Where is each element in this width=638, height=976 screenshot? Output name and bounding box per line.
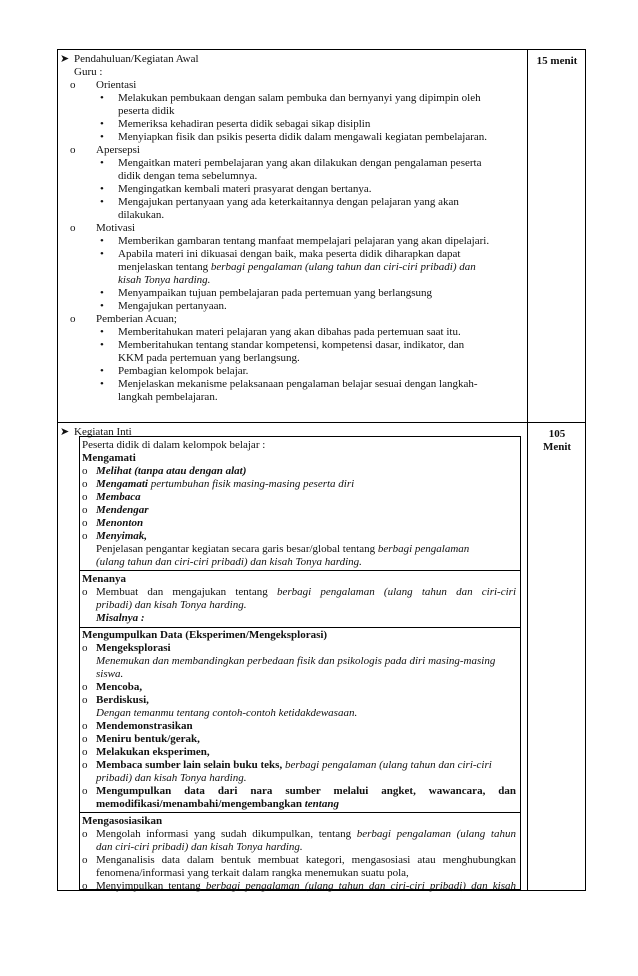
box-divider [79, 570, 521, 571]
list-item: • Menjelaskan mekanisme pelaksanaan pengalaman belajar sesuai dengan langkah- [100, 378, 478, 390]
acuan-title: Pemberian Acuan; [96, 313, 177, 325]
list-item: • Menyiapkan fisik dan psikis peserta didik dalam mengawali kegiatan pembelajaran. [100, 131, 487, 143]
box-divider [79, 627, 521, 628]
list-item-cont: didik dengan tema sebelumnya. [118, 170, 258, 182]
list-item: • Memberikan gambaran tentang manfaat mempelajari pelajaran yang akan dipelajari. [100, 235, 490, 247]
intro-text: Peserta didik di dalam kelompok belajar : [82, 439, 266, 451]
duration-pendahuluan: 15 menit [536, 55, 578, 67]
list-item-cont: kisah Tonya harding. [118, 274, 211, 286]
list-item-cont: menjelaskan tentang berbagi pengalaman (ulang tahun dan ciri-ciri pribadi) dan [118, 261, 476, 273]
column-divider [527, 49, 528, 891]
list-item: • Mengaitkan materi pembelajaran yang akan dilakukan dengan pengalaman peserta [100, 157, 482, 169]
arrow-bullet-icon: ➤ [60, 53, 70, 65]
list-item: • Pembagian kelompok belajar. [100, 365, 249, 377]
list-item-cont: peserta didik [118, 105, 175, 117]
apersepsi-title: Apersepsi [96, 144, 140, 156]
list-item: • Mengajukan pertanyaan yang ada keterkaitannya dengan pelajaran yang akan [100, 196, 459, 208]
menanya-title: Menanya [82, 573, 126, 585]
orientasi-title: Orientasi [96, 79, 137, 91]
pendahuluan-section [60, 53, 520, 404]
list-item: • Memberitahukan tentang standar kompetensi, kompetensi dasar, indikator, dan [100, 339, 465, 351]
list-item-cont: KKM pada pertemuan yang berlangsung. [118, 352, 300, 364]
list-item: • Menyampaikan tujuan pembelajaran pada pertemuan yang berlangsung [100, 287, 432, 299]
list-item: • Apabila materi ini dikuasai dengan baik, maka peserta didik diharapkan dapat [100, 248, 461, 260]
list-item: • Mengajukan pertanyaan. [100, 300, 227, 312]
mengumpulkan-block: Mengumpulkan Data (Eksperimen/Mengeksplorasi) o Mengeksplorasi Menemukan dan membandingkan perbedaan fisik dan psikologis pada diri masing-masing siswa. o Mencoba, o Berdiskusi, Dengan temanmu tentang contoh-contoh ketidakdewasaan. o Mendemonstrasikan o Meniru bentuk/gerak, o Melakukan eksperimen, o Membaca sumber lain selain buku teks, berbagi pengalaman (ulang tahun dan ciri-ciri pribadi) dan kisah Tonya harding. o Mengumpulkan data dari nara sumber melalui angket, wawancara, dan memodifikasi/menambahi/mengembangkan tentang [82, 629, 516, 810]
menanya-block: Menanya o Membuat dan mengajukan tentang berbagi pengalaman (ulang tahun dan ciri-ciri pribadi) dan kisah Tonya harding. Misalnya : [82, 573, 516, 624]
section-heading: Pendahuluan/Kegiatan Awal [74, 53, 199, 65]
list-item-cont: langkah pembelajaran. [118, 391, 218, 403]
list-item-cont: dilakukan. [118, 209, 165, 221]
mengamati-block: Peserta didik di dalam kelompok belajar : Mengamati o Melihat (tanpa atau dengan alat) o Mengamati pertumbuhan fisik masing-masing peserta diri o Membaca o Mendengar o Menonton o Menyimak, Penjelasan pengantar kegiatan secara garis besar/global tentang berbagi pengalaman (ulang tahun dan ciri-ciri pribadi) dan kisah Tonya harding. [82, 439, 516, 569]
circle-bullet-icon: o [70, 313, 76, 325]
list-item: • Melakukan pembukaan dengan salam pembuka dan bernyanyi yang dipimpin oleh [100, 92, 481, 104]
mengamati-title: Mengamati [82, 452, 136, 464]
arrow-bullet-icon: ➤ [60, 426, 70, 438]
list-item: • Memberitahukan materi pelajaran yang akan dibahas pada pertemuan saat itu. [100, 326, 461, 338]
duration-inti: 105 Menit [542, 428, 572, 453]
inti-heading: ➤ Kegiatan Inti [60, 426, 132, 438]
mengasosiasikan-title: Mengasosiasikan [82, 815, 163, 827]
mengumpulkan-title: Mengumpulkan Data (Eksperimen/Mengeksplorasi) [82, 629, 328, 641]
guru-label: Guru : [74, 66, 103, 78]
motivasi-title: Motivasi [96, 222, 136, 234]
circle-bullet-icon: o [70, 144, 76, 156]
circle-bullet-icon: o [70, 79, 76, 91]
box-divider [79, 812, 521, 813]
list-item: • Memeriksa kehadiran peserta didik sebagai sikap disiplin [100, 118, 371, 130]
list-item: • Mengingatkan kembali materi prasyarat dengan bertanya. [100, 183, 372, 195]
mengasosiasikan-block: Mengasosiasikan o Mengolah informasi yang sudah dikumpulkan, tentang berbagi pengalaman (ulang tahun dan ciri-ciri pribadi) dan kisah Tonya harding. o Menganalisis data dalam bentuk membuat kategori, mengasosiasi atau menghubungkan fenomena/informasi yang terkait dalam rangka menemukan suatu pola, o Menyimpulkan tentang berbagi pengalaman (ulang tahun dan ciri-ciri pribadi) dan kisah [82, 815, 516, 892]
circle-bullet-icon: o [70, 222, 76, 234]
row-divider [57, 422, 586, 423]
